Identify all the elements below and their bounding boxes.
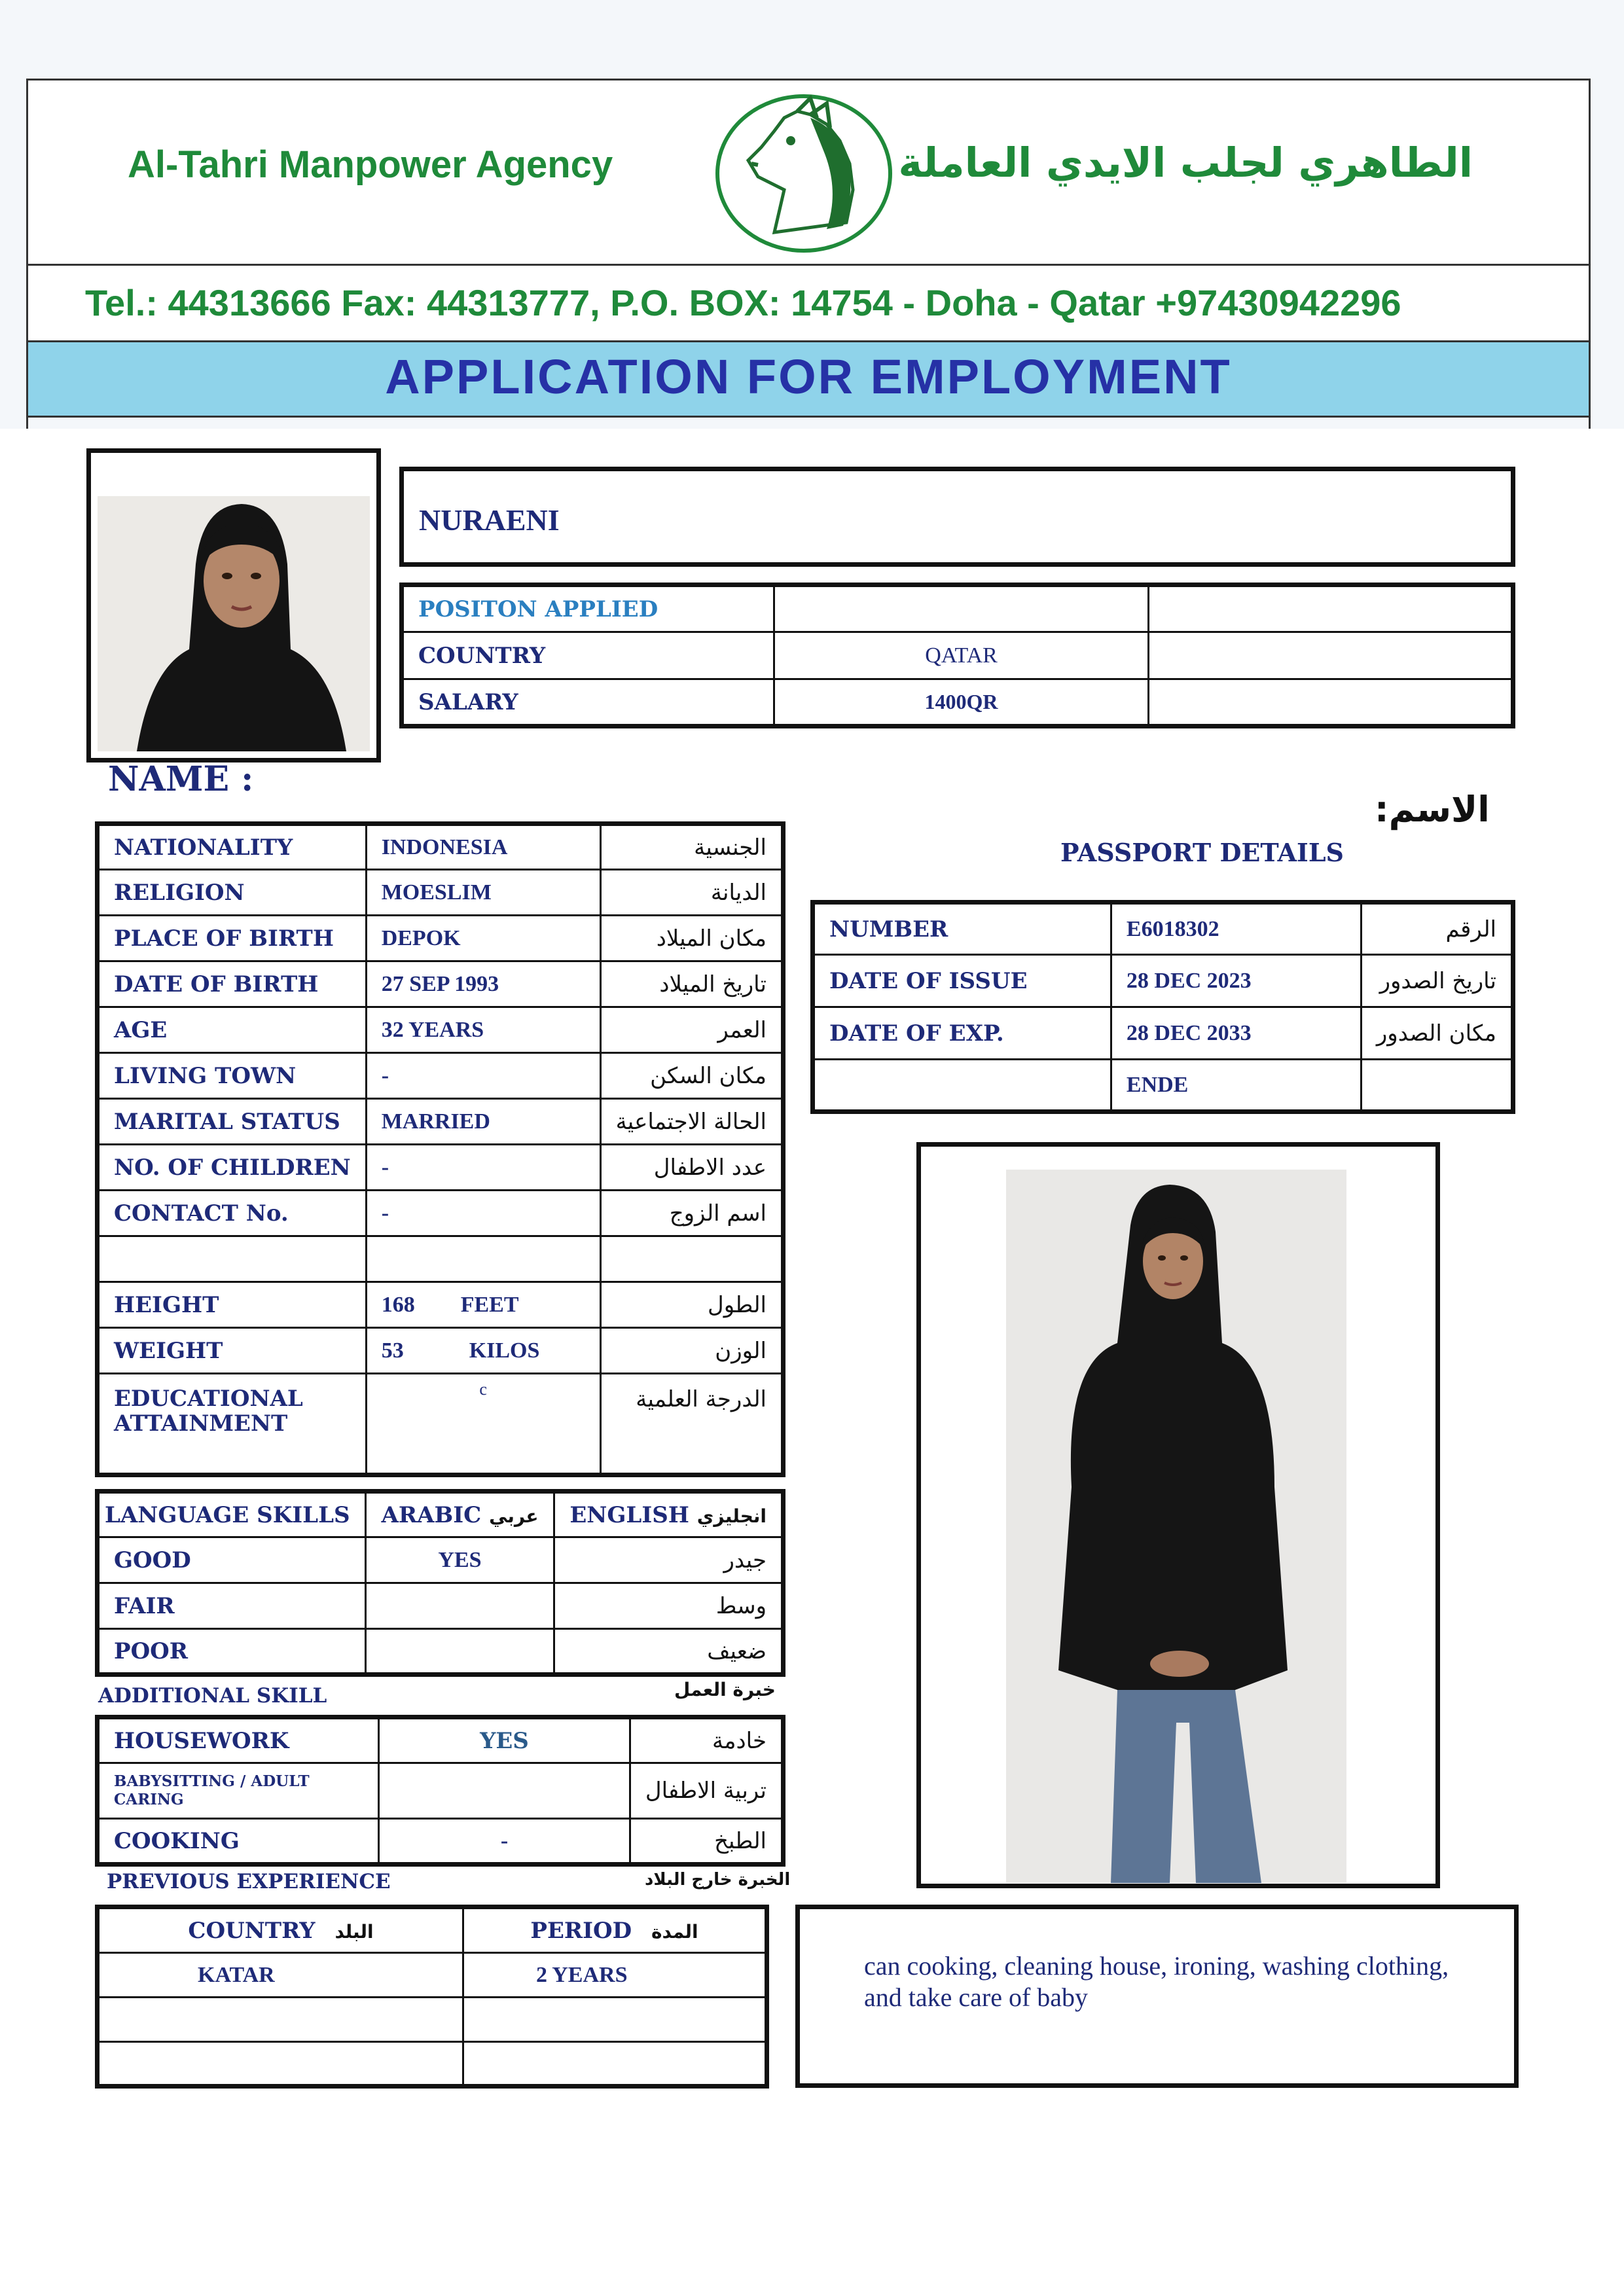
date-of-birth-label: DATE OF BIRTH [98,961,367,1007]
issue-place-label [813,1060,1111,1112]
experience-country-3 [98,2042,463,2087]
education-label-arabic: الدرجة العلمية [600,1374,783,1475]
religion-value: MOESLIM [366,870,600,916]
cooking-value: - [379,1819,630,1865]
place-of-birth-label-arabic: مكان الميلاد [600,916,783,961]
table-row [813,1007,1513,1060]
children-label-arabic: عدد الاطفال [600,1145,783,1191]
table-row [98,1282,784,1328]
table-row [98,1763,784,1819]
table-row [98,1998,767,2042]
experience-country-2 [98,1998,463,2042]
height-label: HEIGHT [98,1282,367,1328]
table-row [98,1145,784,1191]
period-header-ar: المدة [651,1920,698,1943]
contact-label: CONTACT No. [98,1191,367,1236]
education-value: c [366,1374,600,1475]
blank-label-arabic [600,1236,783,1282]
expiry-date-value: 28 DEC 2033 [1111,1007,1361,1060]
table-row [98,1007,784,1053]
expiry-date-label: DATE OF EXP. [813,1007,1111,1060]
position-label [402,585,774,632]
weight-unit: KILOS [469,1338,540,1363]
period-column-header [463,1907,767,1953]
place-of-birth-label: PLACE OF BIRTH [98,916,367,961]
issue-date-label-arabic: تاريخ الصدور [1361,955,1513,1007]
country-extra [1149,632,1513,679]
poor-label: POOR [98,1629,366,1675]
housework-value: YES [379,1717,630,1763]
age-value: 32 YEARS [366,1007,600,1053]
table-row [98,916,784,961]
table-row [98,2042,767,2087]
agency-name-arabic: الطاهري لجلب الايدي العاملة [898,139,1473,187]
cooking-label: COOKING [98,1819,379,1865]
fair-label: FAIR [98,1583,366,1629]
previous-experience-title-arabic: الخبرة خارج البلاد [645,1870,791,1890]
application-title: APPLICATION FOR EMPLOYMENT [385,350,1232,404]
english-header-ar: انجليزي [696,1505,767,1527]
position-table [399,583,1515,728]
passport-details-title: PASSPORT DETAILS [1060,838,1344,867]
language-skills-table [95,1489,785,1677]
blank-value [366,1236,600,1282]
name-label-arabic: الاسم: [1375,789,1490,830]
country-value: QATAR [774,632,1149,679]
age-label-arabic: العمر [600,1007,783,1053]
issue-date-value: 28 DEC 2023 [1111,955,1361,1007]
applicant-name: NURAENI [419,503,560,537]
marital-status-label-arabic: الحالة الاجتماعية [600,1099,783,1145]
country-header-en: COUNTRY [188,1917,316,1944]
position-extra [1149,585,1513,632]
fair-label-arabic: وسط [554,1583,784,1629]
good-label: GOOD [98,1537,366,1583]
height-value: 168 [381,1292,415,1317]
english-header-en: ENGLISH [569,1501,689,1528]
table-row [98,1537,784,1583]
poor-label-arabic: ضعيف [554,1629,784,1675]
good-arabic-value: YES [365,1537,554,1583]
height-unit: FEET [460,1292,519,1317]
agency-contact-line: Tel.: 44313666 Fax: 44313777, P.O. BOX: 14754 - Doha - Qatar +97430942296 [85,282,1401,323]
country-label: COUNTRY [402,632,774,679]
table-row [402,679,1513,726]
height-label-arabic: الطول [600,1282,783,1328]
issue-date-label: DATE OF ISSUE [813,955,1111,1007]
salary-extra [1149,679,1513,726]
height-cell [366,1282,600,1328]
salary-label: SALARY [402,679,774,726]
passport-number-label: NUMBER [813,903,1111,955]
additional-skill-title-arabic: خبرة العمل [674,1679,776,1700]
arabic-column-header [365,1492,554,1537]
headshot-photo-frame [86,448,381,762]
issue-place-label-arabic [1361,1060,1513,1112]
experience-period-3 [463,2042,767,2087]
religion-label-arabic: الديانة [600,870,783,916]
previous-experience-title: PREVIOUS EXPERIENCE [107,1870,391,1893]
living-town-label-arabic: مكان السكن [600,1053,783,1099]
full-body-photo-frame [916,1142,1440,1888]
children-label: NO. OF CHILDREN [98,1145,367,1191]
nationality-label-arabic: الجنسية [600,824,783,870]
table-row [402,632,1513,679]
additional-skill-title: ADDITIONAL SKILL [98,1684,327,1708]
babysitting-label-line2: CARING [114,1791,184,1808]
table-row [98,1953,767,1998]
agency-name-english: Al-Tahri Manpower Agency [128,143,613,186]
marital-status-label: MARITAL STATUS [98,1099,367,1145]
babysitting-label [98,1763,379,1819]
table-row [98,1717,784,1763]
personal-details-table [95,821,785,1477]
cooking-label-arabic: الطبخ [630,1819,783,1865]
fair-arabic-value [365,1583,554,1629]
housework-label-arabic: خادمة [630,1717,783,1763]
experience-table [95,1905,769,2089]
salary-value: 1400QR [774,679,1149,726]
living-town-value: - [366,1053,600,1099]
table-row [98,1374,784,1475]
name-box [399,467,1515,567]
contact-value: - [366,1191,600,1236]
education-label [98,1374,367,1475]
issue-place-value: ENDE [1111,1060,1361,1112]
experience-country-1: KATAR [98,1953,463,1998]
english-column-header [554,1492,784,1537]
expiry-date-label-arabic: مكان الصدور [1361,1007,1513,1060]
applicant-headshot-image [91,453,376,758]
table-row [98,1629,784,1675]
table-row [98,1819,784,1865]
arabic-header-ar: عربي [489,1505,539,1527]
country-header-ar: البلد [334,1920,374,1943]
passport-table [810,900,1515,1114]
date-of-birth-value: 27 SEP 1993 [366,961,600,1007]
letterhead-divider [26,264,1591,266]
header-strip [26,418,1591,429]
contact-label-arabic: اسم الزوج [600,1191,783,1236]
good-label-arabic: جيدر [554,1537,784,1583]
name-label: NAME : [108,759,254,799]
table-row [98,1583,784,1629]
table-row [98,1328,784,1374]
remarks-text: can cooking, cleaning house, ironing, washing clothing, and take care of baby [864,1951,1449,2012]
period-header-en: PERIOD [530,1917,632,1944]
additional-skills-table [95,1715,785,1867]
babysitting-label-line1: BABYSITTING / ADULT [114,1772,310,1790]
education-label-line1: EDUCATIONAL [114,1386,303,1412]
weight-cell [366,1328,600,1374]
country-column-header [98,1907,463,1953]
weight-label: WEIGHT [98,1328,367,1374]
children-value: - [366,1145,600,1191]
position-label-text: POSITON APPLIED [418,596,659,622]
language-skills-header: LANGUAGE SKILLS [98,1492,366,1537]
babysitting-label-arabic: تربية الاطفال [630,1763,783,1819]
table-row [98,961,784,1007]
table-row [98,1191,784,1236]
nationality-label: NATIONALITY [98,824,367,870]
table-row [813,955,1513,1007]
table-row [98,1053,784,1099]
weight-value: 53 [381,1338,404,1363]
table-row [98,1492,784,1537]
place-of-birth-value: DEPOK [366,916,600,961]
table-row [98,870,784,916]
housework-label: HOUSEWORK [98,1717,379,1763]
marital-status-value: MARRIED [366,1099,600,1145]
experience-period-1: 2 YEARS [463,1953,767,1998]
table-row [813,1060,1513,1112]
blank-label [98,1236,367,1282]
applicant-full-body-image [921,1147,1435,1884]
babysitting-value [379,1763,630,1819]
poor-arabic-value [365,1629,554,1675]
passport-number-value: E6018302 [1111,903,1361,955]
table-row [98,1907,767,1953]
age-label: AGE [98,1007,367,1053]
nationality-value: INDONESIA [366,824,600,870]
religion-label: RELIGION [98,870,367,916]
table-row [402,585,1513,632]
horse-head-icon [712,92,895,255]
table-row [98,1236,784,1282]
table-row [98,824,784,870]
arabic-header-en: ARABIC [381,1501,482,1528]
position-value [774,585,1149,632]
weight-label-arabic: الوزن [600,1328,783,1374]
date-of-birth-label-arabic: تاريخ الميلاد [600,961,783,1007]
table-row [98,1099,784,1145]
experience-period-2 [463,1998,767,2042]
passport-number-label-arabic: الرقم [1361,903,1513,955]
living-town-label: LIVING TOWN [98,1053,367,1099]
table-row [813,903,1513,955]
education-label-line2: ATTAINMENT [114,1410,288,1437]
